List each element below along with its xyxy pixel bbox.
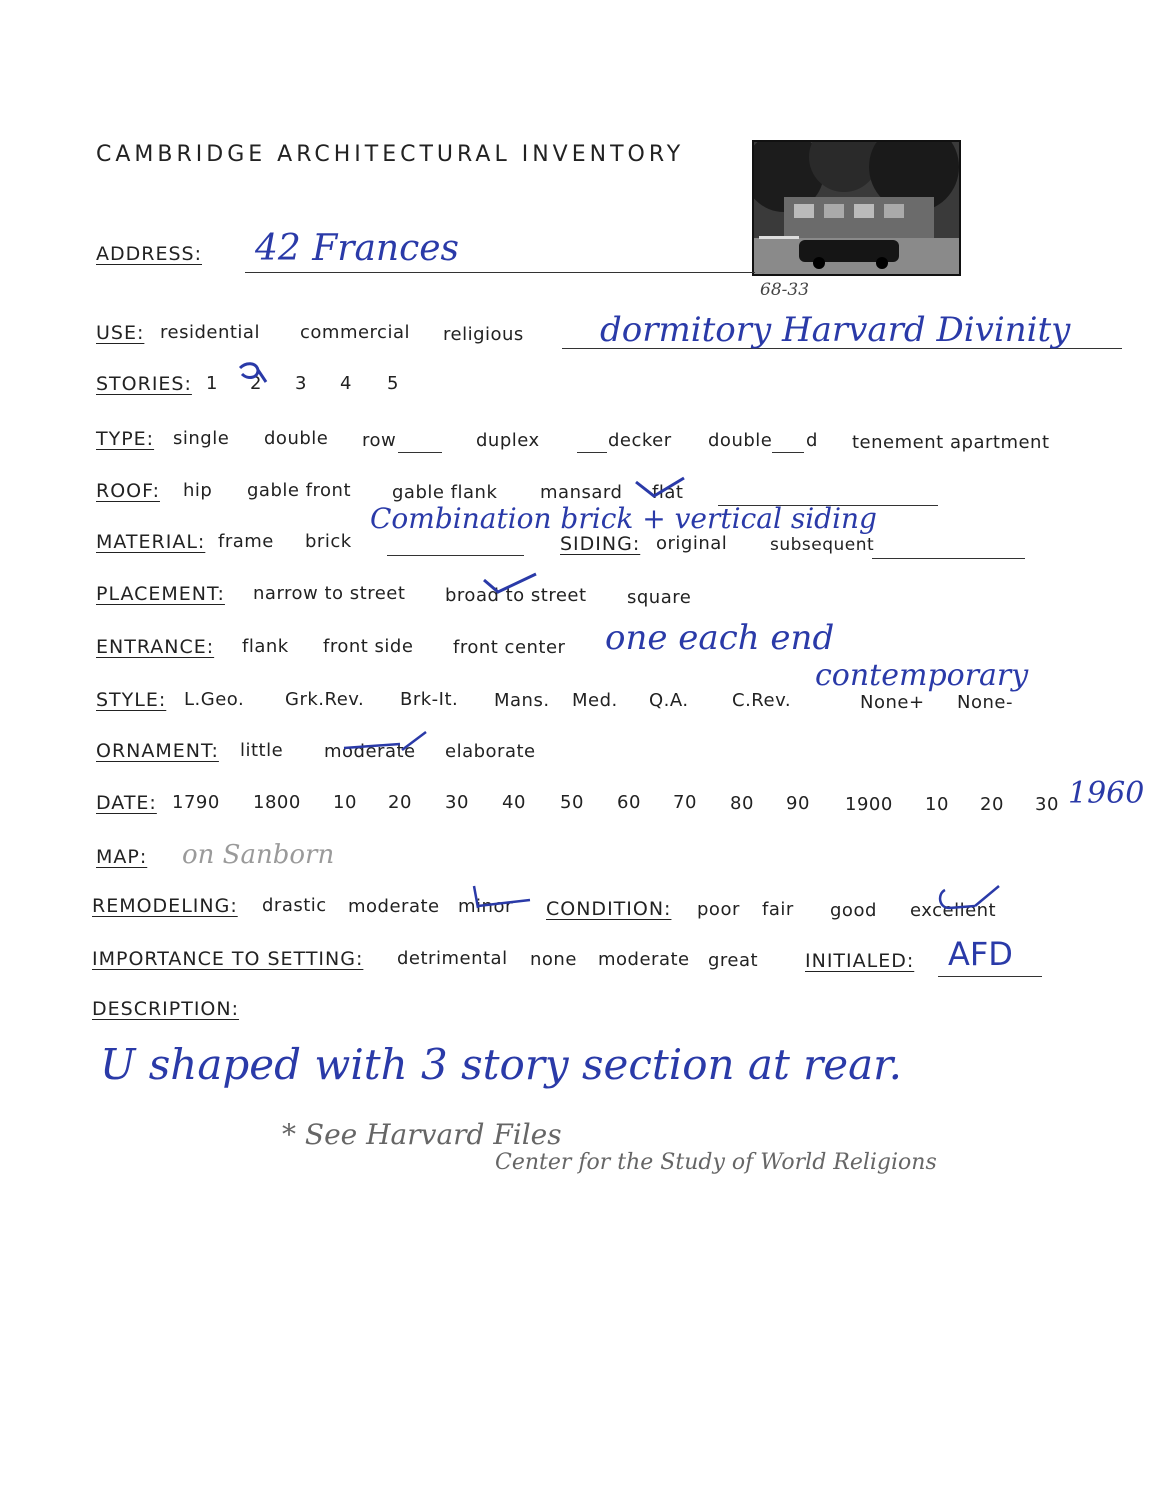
style-note: contemporary: [815, 658, 1029, 693]
map-note: on Sanborn: [182, 840, 335, 870]
importance-great: great: [708, 950, 759, 971]
ornament-little: little: [240, 740, 284, 761]
style-none-minus: None-: [957, 692, 1013, 713]
style-brkit: Brk-It.: [400, 689, 459, 710]
material-label: MATERIAL:: [96, 531, 206, 553]
style-none-plus: None+: [860, 692, 925, 713]
date-1930: 30: [1035, 794, 1059, 815]
siding-subsequent: subsequent: [770, 535, 875, 555]
type-apartment: apartment: [950, 432, 1050, 453]
date-1900: 1900: [845, 794, 893, 815]
importance-none: none: [530, 949, 577, 970]
date-70: 70: [673, 792, 697, 813]
description-note-2: Center for the Study of World Religions: [495, 1150, 937, 1175]
style-qa: Q.A.: [649, 690, 689, 711]
photo-number: 68-33: [760, 280, 810, 300]
date-10: 10: [333, 792, 357, 813]
roof-label: ROOF:: [96, 480, 160, 502]
stories-1: 1: [206, 373, 218, 394]
map-label: MAP:: [96, 846, 148, 868]
initialed-label: INITIALED:: [805, 950, 915, 972]
entrance-front-center: front center: [453, 637, 566, 658]
date-30: 30: [445, 792, 469, 813]
description-label: DESCRIPTION:: [92, 998, 240, 1020]
entrance-front-side: front side: [323, 636, 414, 657]
type-label: TYPE:: [96, 428, 155, 450]
remodeling-moderate: moderate: [348, 896, 440, 917]
type-duplex: duplex: [476, 430, 540, 451]
address-value: 42 Frances: [255, 228, 460, 269]
type-tenement: tenement: [852, 432, 944, 453]
date-90: 90: [786, 793, 810, 814]
date-40: 40: [502, 792, 526, 813]
entrance-label: ENTRANCE:: [96, 636, 215, 658]
date-label: DATE:: [96, 792, 157, 814]
use-note: dormitory Harvard Divinity: [600, 310, 1071, 350]
style-med: Med.: [572, 690, 618, 711]
date-50: 50: [560, 792, 584, 813]
date-note: 1960: [1068, 776, 1145, 811]
condition-excellent: excellent: [910, 900, 997, 921]
importance-label: IMPORTANCE TO SETTING:: [92, 948, 364, 970]
style-mans: Mans.: [494, 690, 550, 711]
entrance-note: one each end: [605, 618, 835, 658]
importance-detrimental: detrimental: [397, 948, 508, 969]
type-row: row: [362, 430, 397, 451]
stories-2: 2: [250, 373, 262, 394]
condition-label: CONDITION:: [546, 898, 672, 920]
use-religious: religious: [443, 324, 524, 345]
roof-mansard: mansard: [540, 482, 623, 503]
description-note-1: * See Harvard Files: [282, 1118, 562, 1151]
style-lgeo: L.Geo.: [184, 689, 245, 710]
remodeling-label: REMODELING:: [92, 895, 238, 917]
type-decker: decker: [608, 430, 672, 451]
initialed-value: AFD: [948, 935, 1013, 973]
roof-hip: hip: [183, 480, 213, 501]
date-60: 60: [617, 792, 641, 813]
placement-label: PLACEMENT:: [96, 583, 225, 605]
form-title: CAMBRIDGE ARCHITECTURAL INVENTORY: [96, 142, 685, 167]
condition-fair: fair: [762, 899, 794, 920]
remodeling-check-mark: [468, 882, 534, 912]
roof-check-mark: [632, 476, 692, 502]
siding-label: SIDING:: [560, 533, 641, 555]
stories-3: 3: [295, 373, 307, 394]
date-20: 20: [388, 792, 412, 813]
condition-poor: poor: [697, 899, 740, 920]
use-label: USE:: [96, 322, 145, 344]
address-label: ADDRESS:: [96, 243, 202, 265]
roof-gable-flank: gable flank: [392, 482, 498, 503]
type-double: double: [264, 428, 329, 449]
material-note: Combination brick + vertical siding: [370, 502, 877, 535]
style-grkrev: Grk.Rev.: [285, 689, 365, 710]
building-photo: [752, 140, 961, 276]
stories-4: 4: [340, 373, 352, 394]
ornament-label: ORNAMENT:: [96, 740, 219, 762]
remodeling-drastic: drastic: [262, 895, 327, 916]
type-double-d: double: [708, 430, 773, 451]
description-text: U shaped with 3 story section at rear.: [100, 1040, 902, 1089]
date-1790: 1790: [172, 792, 220, 813]
date-1920: 20: [980, 794, 1004, 815]
use-commercial: commercial: [300, 322, 410, 343]
style-label: STYLE:: [96, 689, 167, 711]
placement-broad: broad to street: [445, 585, 587, 606]
style-crev: C.Rev.: [732, 690, 792, 711]
date-80: 80: [730, 793, 754, 814]
ornament-elaborate: elaborate: [445, 741, 536, 762]
material-brick: brick: [305, 531, 352, 552]
ornament-moderate: moderate: [324, 741, 416, 762]
type-single: single: [173, 428, 230, 449]
stories-label: STORIES:: [96, 373, 192, 395]
ornament-check-mark: [340, 730, 430, 756]
roof-gable-front: gable front: [247, 480, 351, 501]
entrance-flank: flank: [242, 636, 289, 657]
roof-flat: flat: [652, 482, 684, 503]
date-1800: 1800: [253, 792, 301, 813]
stories-5: 5: [387, 373, 399, 394]
date-1910: 10: [925, 794, 949, 815]
condition-good: good: [830, 900, 877, 921]
placement-check-mark: [480, 570, 540, 596]
stories-check-mark: [236, 360, 272, 390]
placement-square: square: [627, 587, 692, 608]
use-residential: residential: [160, 322, 260, 343]
type-d: d: [806, 430, 818, 451]
placement-narrow: narrow to street: [253, 583, 406, 604]
importance-moderate: moderate: [598, 949, 690, 970]
condition-check-mark: [935, 884, 1003, 918]
remodeling-minor: minor: [458, 896, 513, 917]
siding-original: original: [656, 533, 728, 554]
material-frame: frame: [218, 531, 274, 552]
